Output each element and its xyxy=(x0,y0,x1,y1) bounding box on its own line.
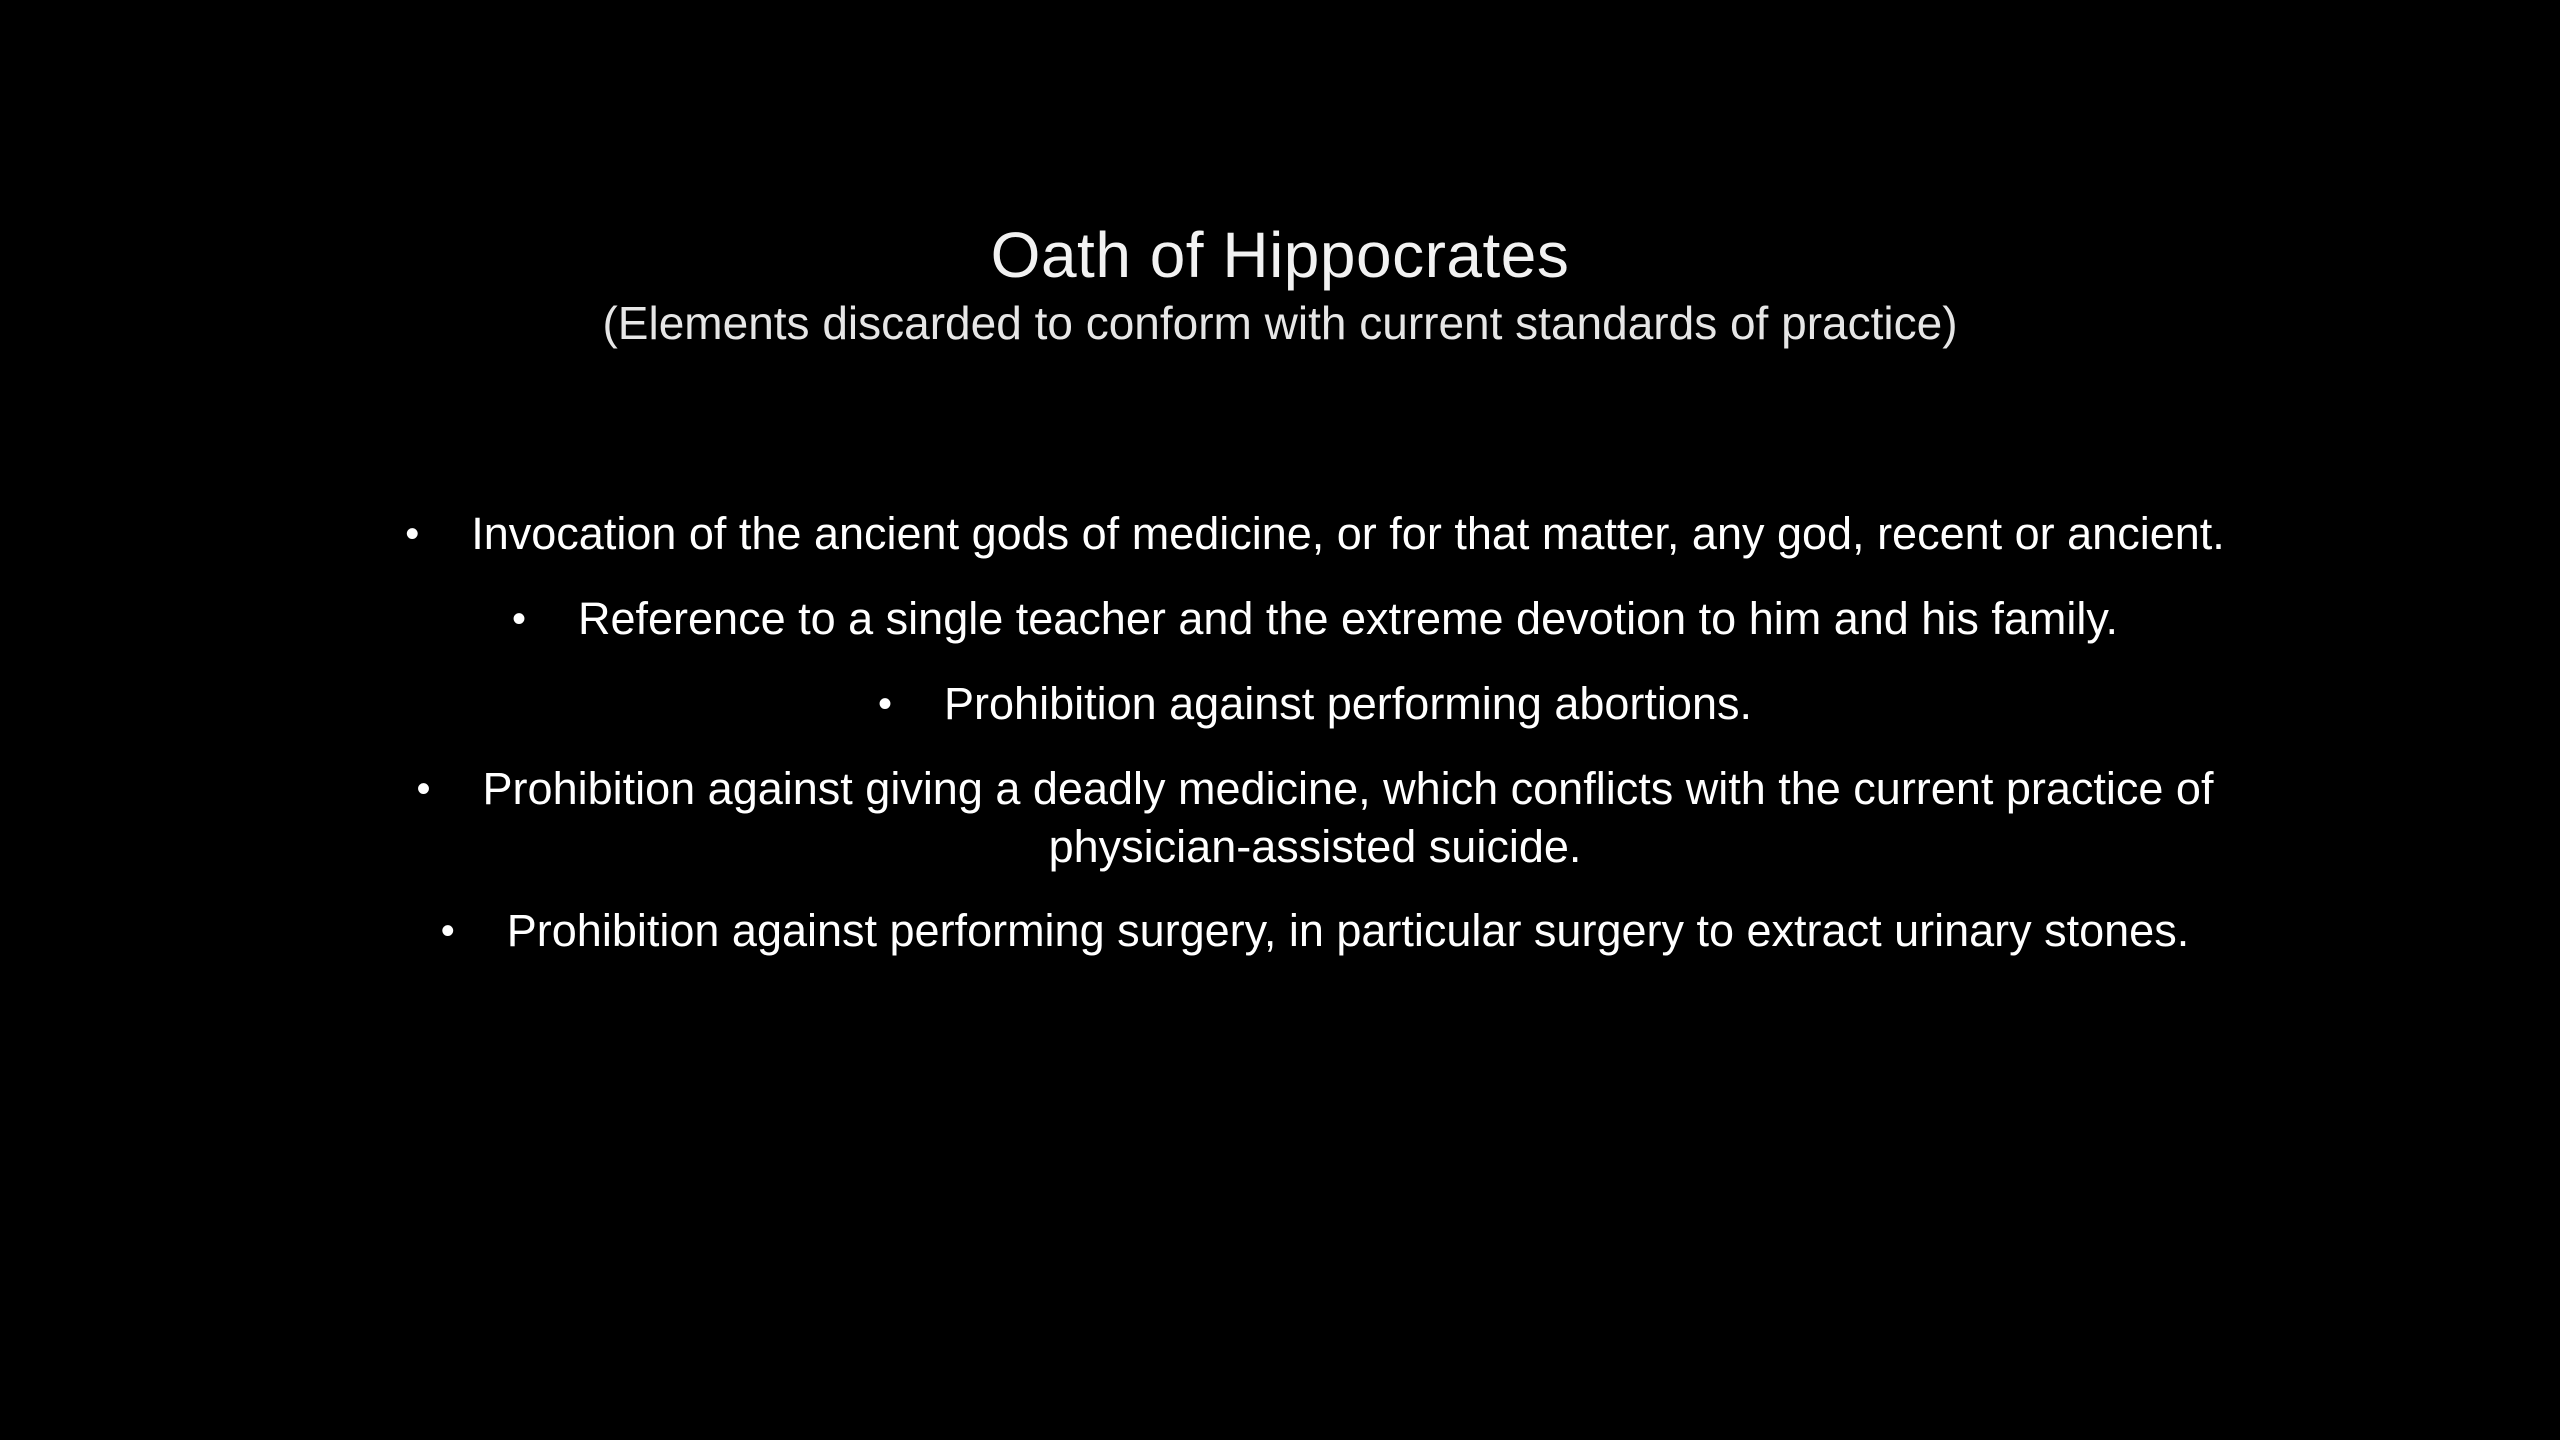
bullet-icon: • xyxy=(416,767,431,811)
bullet-icon: • xyxy=(511,597,526,641)
bullet-list xyxy=(340,505,2290,987)
bullet-text: Prohibition against performing surgery, in particular surgery to extract urinary stones. xyxy=(506,905,2190,956)
bullet-text: Reference to a single teacher and the extreme devotion to him and his family. xyxy=(577,593,2119,644)
list-item xyxy=(340,505,2290,563)
bullet-text: Prohibition against performing abortions. xyxy=(944,678,1752,729)
list-item xyxy=(340,675,2290,733)
list-item xyxy=(340,760,2290,875)
bullet-icon: • xyxy=(878,682,893,726)
bullet-text: Invocation of the ancient gods of medicine, or for that matter, any god, recent or ancient. xyxy=(471,508,2225,559)
bullet-icon: • xyxy=(440,909,455,953)
bullet-icon: • xyxy=(405,512,420,556)
list-item xyxy=(340,902,2290,960)
title-block xyxy=(0,215,2560,353)
list-item xyxy=(340,590,2290,648)
bullet-text: Prohibition against giving a deadly medicine, which conflicts with the current practice of physician-assisted suicide. xyxy=(482,763,2214,872)
slide-title: Oath of Hippocrates xyxy=(990,219,1570,291)
slide-subtitle: (Elements discarded to conform with current standards of practice) xyxy=(602,297,1958,349)
